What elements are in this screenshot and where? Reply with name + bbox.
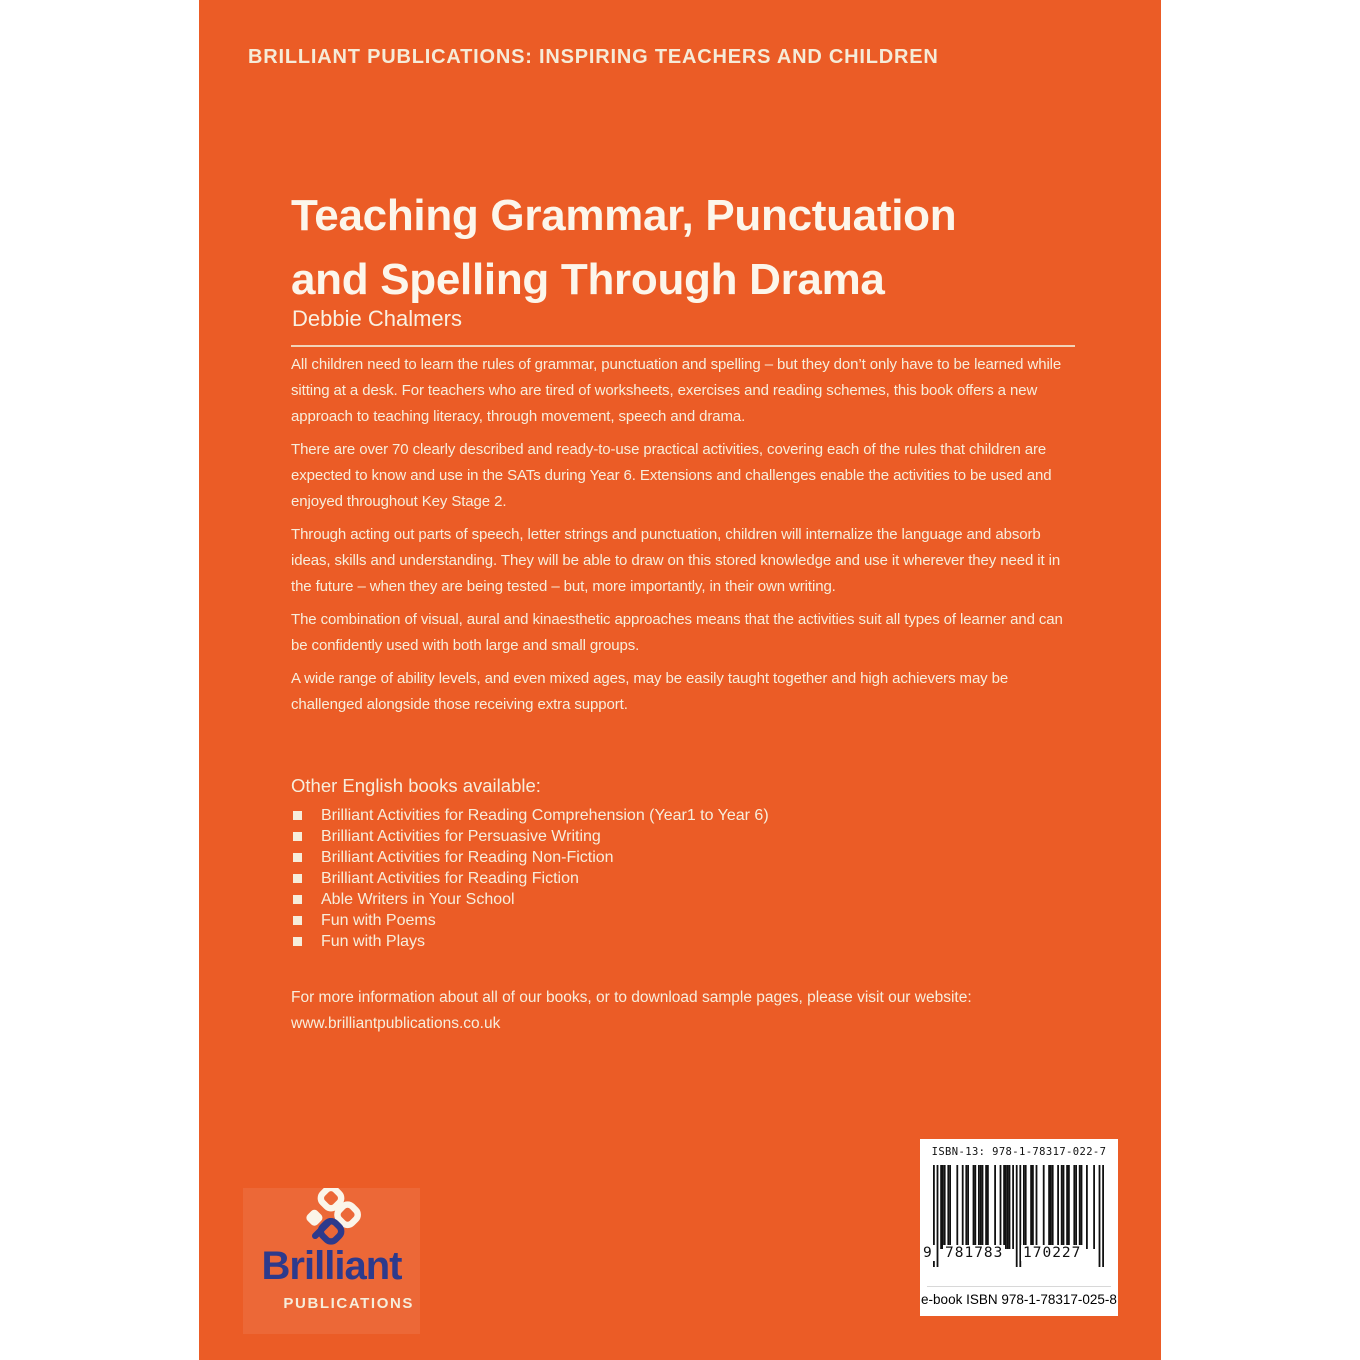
publisher-logo-name: Brilliant	[261, 1244, 402, 1288]
book-list-item	[291, 847, 1081, 868]
website-url: www.brilliantpublications.co.uk	[291, 1015, 501, 1032]
barcode-digit-group: 9	[923, 1245, 933, 1261]
blurb-paragraph: There are over 70 clearly described and ready-to-use practical activities, covering each of the rules that children are expected to know and use in the SATs during Year 6. Extensions and challenges enable the activities to be used and enjoyed throughout Key Stage 2.	[291, 441, 1052, 510]
book-list-item	[291, 931, 1081, 952]
ebook-isbn: e-book ISBN 978-1-78317-025-8	[921, 1292, 1117, 1307]
book-list-item	[291, 889, 1081, 910]
publisher-logo-subtitle: PUBLICATIONS	[283, 1295, 414, 1312]
back-cover-blurb	[291, 352, 1081, 725]
square-bullet-icon	[293, 853, 302, 862]
square-bullet-icon	[293, 916, 302, 925]
square-bullet-icon	[293, 811, 302, 820]
other-books-list	[291, 805, 1081, 952]
blurb-paragraph: A wide range of ability levels, and even mixed ages, may be easily taught together and high achievers may be challenged alongside those receiving extra support.	[291, 670, 1009, 713]
barcode-digits	[920, 1245, 1118, 1263]
book-cover	[199, 0, 1161, 1360]
blurb-paragraph: The combination of visual, aural and kinaesthetic approaches means that the activities suit all types of learner and can be confidently used with both large and small groups.	[291, 611, 1063, 654]
book-author: Debbie Chalmers	[292, 306, 462, 331]
publisher-tagline: BRILLIANT PUBLICATIONS: INSPIRING TEACHERS AND CHILDREN	[248, 46, 939, 68]
square-bullet-icon	[293, 874, 302, 883]
barcode-digit-group: 781783	[945, 1245, 1004, 1261]
book-list-item-label: Brilliant Activities for Reading Non-Fiction	[321, 849, 614, 866]
square-bullet-icon	[293, 832, 302, 841]
isbn-label: ISBN-13: 978-1-78317-022-7	[931, 1146, 1107, 1158]
book-list-item-label: Fun with Poems	[321, 912, 436, 929]
square-bullet-icon	[293, 937, 302, 946]
publisher-logo	[243, 1188, 420, 1334]
other-books-heading: Other English books available:	[291, 775, 541, 796]
barcode-panel	[920, 1139, 1118, 1316]
book-title: Teaching Grammar, Punctuation and Spelling Through Drama	[291, 191, 957, 304]
barcode-divider	[927, 1286, 1111, 1287]
book-list-item-label: Brilliant Activities for Reading Comprehension (Year1 to Year 6)	[321, 807, 769, 824]
website-note-line1: For more information about all of our books, or to download sample pages, please visit our website:	[291, 989, 972, 1006]
blurb-paragraph: Through acting out parts of speech, letter strings and punctuation, children will internalize the language and absorb ideas, skills and understanding. They will be able to draw on this stored knowledge and use it wherever they need it in the future – when they are being tested – but, more importantly, in their own writing.	[291, 526, 1061, 595]
other-books-section	[291, 775, 1081, 952]
book-list-item	[291, 868, 1081, 889]
book-list-item-label: Brilliant Activities for Persuasive Writing	[321, 828, 601, 845]
barcode-digit-group: 170227	[1023, 1245, 1082, 1261]
book-list-item-label: Fun with Plays	[321, 933, 426, 950]
website-note	[291, 985, 1081, 1037]
book-list-item	[291, 910, 1081, 931]
book-list-item	[291, 805, 1081, 826]
book-list-item-label: Brilliant Activities for Reading Fiction	[321, 870, 579, 887]
book-list-item-label: Able Writers in Your School	[321, 891, 515, 908]
blurb-paragraph: All children need to learn the rules of grammar, punctuation and spelling – but they don’t only have to be learned while sitting at a desk. For teachers who are tired of worksheets, exercises and reading schemes, this book offers a new approach to teaching literacy, through movement, speech and drama.	[291, 356, 1062, 425]
butterfly-logo-icon	[299, 1188, 363, 1252]
divider-rule	[291, 345, 1075, 347]
square-bullet-icon	[293, 895, 302, 904]
book-list-item	[291, 826, 1081, 847]
